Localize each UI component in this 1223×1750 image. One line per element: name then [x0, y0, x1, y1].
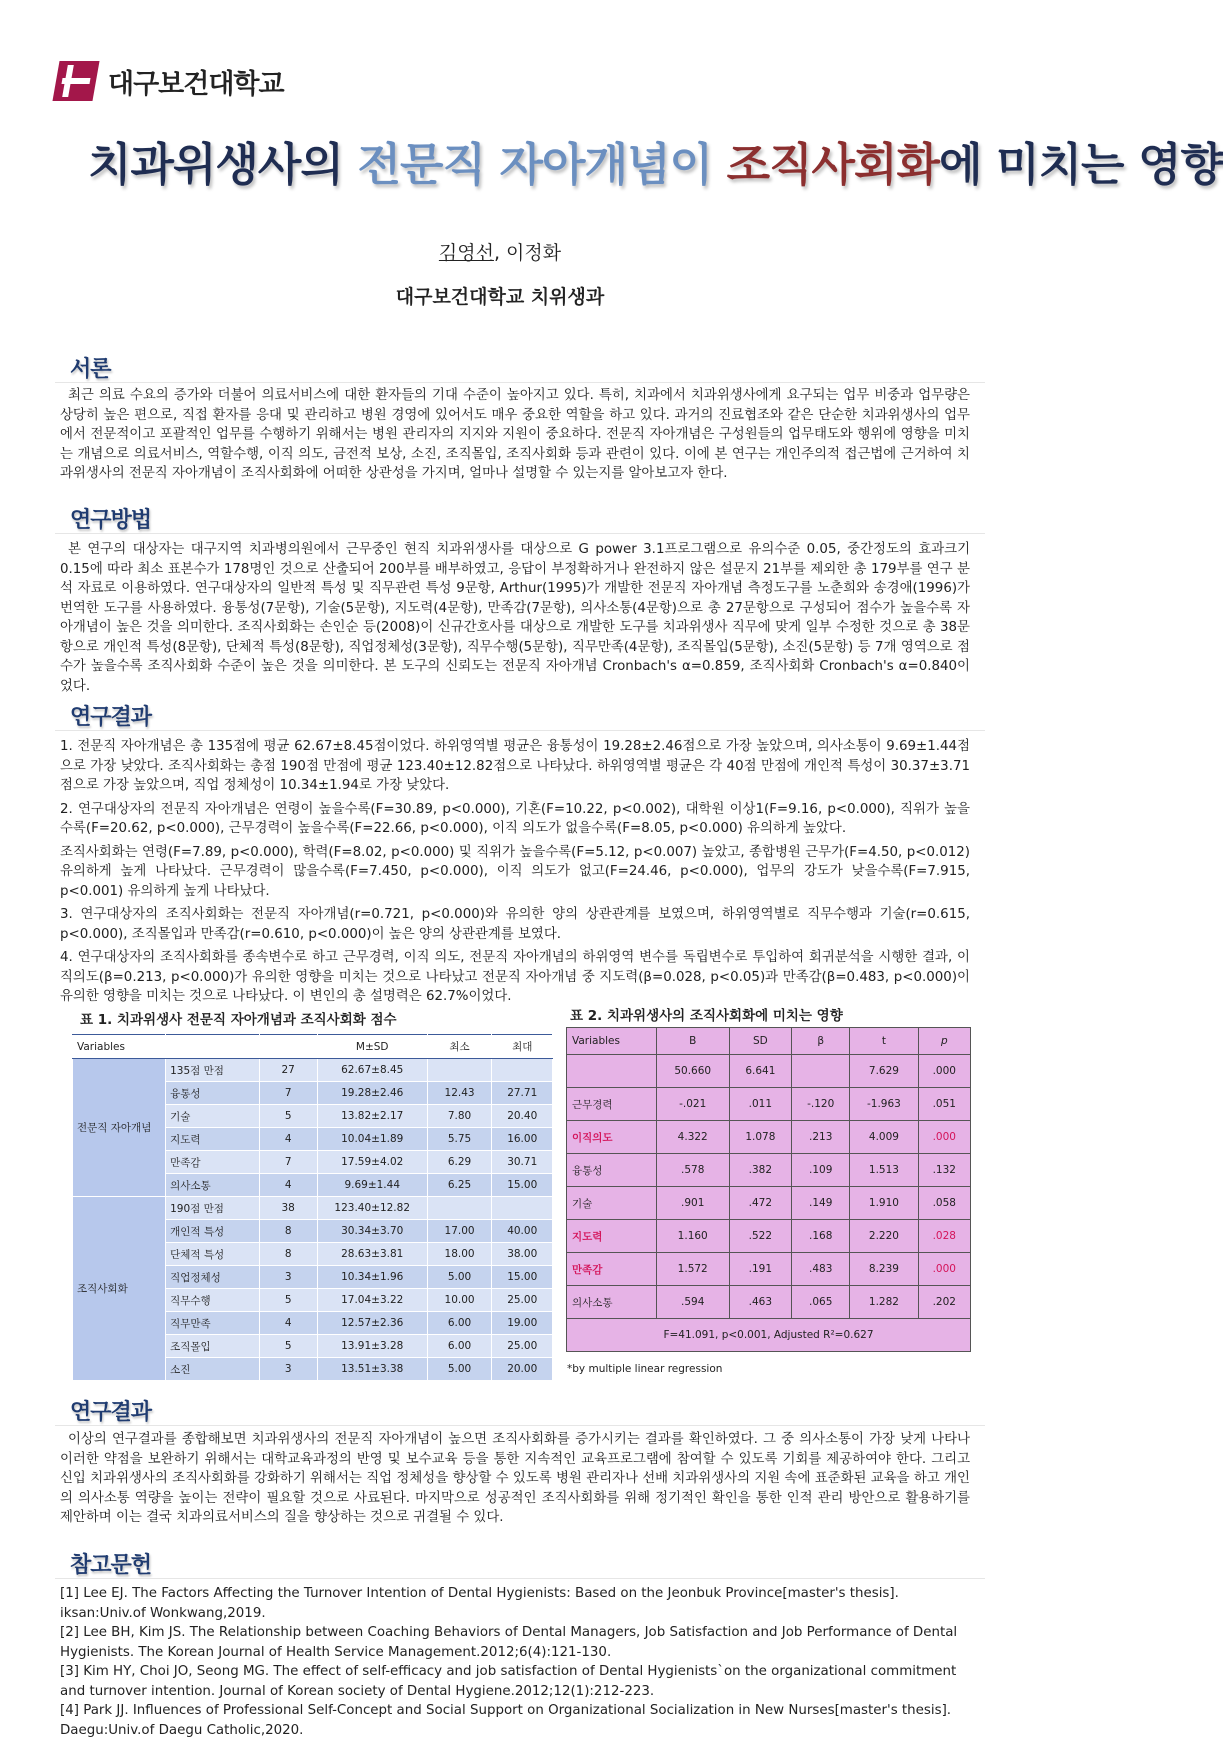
table1-cell: 10.04±1.89 — [317, 1128, 427, 1151]
table2-header-cell: β — [792, 1028, 850, 1055]
table1-cell: 40.00 — [492, 1220, 553, 1243]
table1-cell: 19.00 — [492, 1312, 553, 1335]
table1-cell: 3 — [259, 1266, 317, 1289]
table2-cell: 1.910 — [850, 1187, 918, 1220]
table1-cell: 단체적 특성 — [166, 1243, 260, 1266]
table2-row-label: 근무경력 — [567, 1088, 657, 1121]
table2-caption: 표 2. 치과위생사의 조직사회화에 미치는 영향 — [570, 1008, 843, 1024]
divider — [55, 382, 985, 383]
table2-cell: .213 — [792, 1121, 850, 1154]
table2-row — [567, 1055, 971, 1088]
table1-cell: 직무수행 — [166, 1289, 260, 1312]
table1-cell: 3 — [259, 1358, 317, 1381]
table1-cell: 6.25 — [427, 1174, 492, 1197]
table1-cell — [492, 1197, 553, 1220]
table2-row-label: 융통성 — [567, 1154, 657, 1187]
references-list — [60, 1584, 970, 1740]
table1-group-label: 조직사회화 — [73, 1197, 166, 1381]
table2-cell: 4.009 — [850, 1121, 918, 1154]
results-paragraph: 4. 연구대상자의 조직사회화를 종속변수로 하고 근무경력, 이직 의도, 전문직 자아개념의 하위영역 변수를 독립변수로 투입하여 회귀분석을 시행한 결과, 이직의도(β=0.213, p<0.000)가 유의한 영향을 미치는 것으로 나타났고 전문직 자아개념 중 지도력(β=0.028, p<0.05)과 만족감(β=0.483, p<0.000)이 유의한 영향을 미치는 것으로 나타났다. 이 변인의 총 설명력은 62.7%이었다. — [60, 950, 970, 1004]
table1-cell: 38 — [259, 1197, 317, 1220]
reference-item: [2] Lee BH, Kim JS. The Relationship between Coaching Behaviors of Dental Managers, Job Satisfaction and Job Performance of Dental Hygienists. The Korean Journal of Health Service Management.2012;6(4):121-130. — [60, 1625, 958, 1660]
intro-heading: 서론 — [70, 357, 111, 382]
table1-cell: 6.29 — [427, 1151, 492, 1174]
first-author: 김영선 — [438, 242, 494, 264]
table2-cell: .149 — [792, 1187, 850, 1220]
table2-row-label — [567, 1055, 657, 1088]
table2-cell: .578 — [656, 1154, 729, 1187]
methods-heading: 연구방법 — [70, 508, 152, 533]
table2-row-label: 기술 — [567, 1187, 657, 1220]
table1-cell: 직무만족 — [166, 1312, 260, 1335]
table1-header-cell: Variables — [73, 1035, 166, 1059]
table1-header-cell: M±SD — [317, 1035, 427, 1059]
table1-cell: 5.00 — [427, 1266, 492, 1289]
table1-cell: 13.91±3.28 — [317, 1335, 427, 1358]
table1-cell: 10.34±1.96 — [317, 1266, 427, 1289]
table1-cell — [427, 1197, 492, 1220]
table1-cell: 개인적 특성 — [166, 1220, 260, 1243]
table2-cell: .028 — [918, 1220, 970, 1253]
results-paragraph: 조직사회화는 연령(F=7.89, p<0.000), 학력(F=8.02, p<0.000) 및 직위가 높을수록(F=5.12, p<0.007) 높았고, 종합병원 근무가(F=4.50, p<0.012) 유의하게 높게 나타났다. 근무경력이 많을수록(F=7.450, p<0.000), 이직 의도가 없고(F=24.46, p<0.000), 업무의 강도가 낮을수록(F=7.915, p<0.001) 유의하게 높게 나타났다. — [60, 844, 970, 899]
divider — [55, 1578, 985, 1579]
conclusion-text: 이상의 연구결과를 종합해보면 치과위생사의 전문직 자아개념이 높으면 조직사회화를 증가시키는 결과를 확인하였다. 그 중 의사소통이 가장 낮게 나타나 이러한 약점을 보완하기 위해서는 대학교육과정의 반영 및 보수교육 등을 통한 지속적인 교육프로그램에 참여할 수 있도록 기회를 제공하여야 한다. 그리고 신입 치과위생사의 조직사회화를 강화하기 위해서는 직업 정체성을 향상할 수 있도록 병원 관리자나 선배 치과위생사의 지원 속에 표준화된 교육을 하고 개인의 의사소통 역량을 높이는 전략이 필요할 것으로 사료된다. 마지막으로 성공적인 조직사회화를 위해 정기적인 확인을 통한 인적 관리 방안으로 활용하기를 제안하며 이는 결국 치과의료서비스의 질을 향상하는 것으로 귀결될 수 있다. — [60, 1432, 970, 1525]
table2-header-cell: t — [850, 1028, 918, 1055]
table2-row — [567, 1220, 971, 1253]
table1-cell: 융통성 — [166, 1082, 260, 1105]
table1-cell: 27.71 — [492, 1082, 553, 1105]
table1-cell: 지도력 — [166, 1128, 260, 1151]
table2-cell: .202 — [918, 1286, 970, 1319]
results-paragraph: 3. 연구대상자의 조직사회화는 전문직 자아개념(r=0.721, p<0.000)와 유의한 양의 상관관계를 보였으며, 하위영역별로 직무수행과 기술(r=0.615, p<0.000), 조직몰입과 만족감(r=0.610, p<0.000)이 높은 양의 상관관계를 보였다. — [60, 907, 970, 942]
table1-header-row — [73, 1035, 553, 1059]
table2-cell: 1.572 — [656, 1253, 729, 1286]
table1-cell: 7 — [259, 1151, 317, 1174]
table2-cell: 7.629 — [850, 1055, 918, 1088]
affiliation: 대구보건대학교 치위생과 — [395, 286, 605, 308]
table1-cell: 19.28±2.46 — [317, 1082, 427, 1105]
table1-cell: 25.00 — [492, 1289, 553, 1312]
references-heading: 참고문헌 — [70, 1553, 152, 1578]
table1-cell: 15.00 — [492, 1174, 553, 1197]
table2-cell: .000 — [918, 1121, 970, 1154]
table1-cell: 소진 — [166, 1358, 260, 1381]
logo-text: 대구보건대학교 — [108, 68, 284, 100]
table1-caption: 표 1. 치과위생사 전문직 자아개념과 조직사회화 점수 — [80, 1012, 397, 1028]
table1-cell: 직업정체성 — [166, 1266, 260, 1289]
table2-cell: 1.282 — [850, 1286, 918, 1319]
table2-row-label: 만족감 — [567, 1253, 657, 1286]
results-text — [60, 737, 970, 1011]
table2-cell: .132 — [918, 1154, 970, 1187]
table2-cell: .000 — [918, 1253, 970, 1286]
authors: 김영선, 이정화 — [438, 242, 562, 264]
methods-text: 본 연구의 대상자는 대구지역 치과병의원에서 근무중인 현직 치과위생사를 대상으로 G power 3.1프로그램으로 유의수준 0.05, 중간정도의 효과크기 0.15에 따라 최소 표본수가 178명인 것으로 산출되어 200부를 배부하였고, 응답이 부정확하거나 완전하지 않은 설문지 21부를 제외한 총 179부를 연구 분석 자료로 이용하였다. 연구대상자의 일반적 특성 및 직무관련 특성 9문항, Arthur(1995)가 개발한 전문직 자아개념 측정도구를 노춘희와 송경애(1996)가 번역한 도구를 사용하였다. 융통성(7문항), 기술(5문항), 지도력(4문항), 만족감(7문항), 의사소통(4문항)으로 총 27문항으로 구성되어 점수가 높을수록 자아개념이 높은 것을 의미한다. 조직사회화는 손인순 등(2008)이 신규간호사를 대상으로 개발한 도구를 치과위생사 직무에 맞게 일부 수정한 것으로 총 38문항으로 개인적 특성(8문항), 단체적 특성(8문항), 직업정체성(3문항), 직무수행(5문항), 직무만족(4문항), 조직몰입(5문항), 소진(5문항) 등 7개 영역으로 점수가 높을수록 조직사회화 수준이 높은 것을 의미한다. 본 도구의 신뢰도는 전문직 자아개념 Cronbach's α=0.859, 조직사회화 Cronbach's α=0.840이었다. — [60, 542, 970, 694]
reference-item: [1] Lee EJ. The Factors Affecting the Turnover Intention of Dental Hygienists: Based on the Jeonbuk Province[master's thesis]. iksan:Univ.of Wonkwang,2019. — [60, 1586, 899, 1621]
table1-cell: 5 — [259, 1105, 317, 1128]
table2-row-label: 지도력 — [567, 1220, 657, 1253]
table2-cell: 1.513 — [850, 1154, 918, 1187]
table1-cell: 10.00 — [427, 1289, 492, 1312]
intro-text: 최근 의료 수요의 증가와 더불어 의료서비스에 대한 환자들의 기대 수준이 높아지고 있다. 특히, 치과에서 치과위생사에게 요구되는 업무 비중과 업무량은 상당히 높은 편으로, 직접 환자를 응대 및 관리하고 병원 경영에 있어서도 매우 중요한 역할을 하고 있다. 과거의 진료협조와 같은 단순한 치과위생사의 업무에서 전문적이고 포괄적인 업무를 수행하기 위해서는 병원 관리자의 지지와 지원이 중요하다. 전문직 자아개념은 구성원들의 업무태도와 행위에 영향을 미치는 개념으로 의료서비스, 역할수행, 이직 의도, 금전적 보상, 소진, 조직몰입, 조직사회화 등과 관련이 있다. 이에 본 연구는 개인주의적 접근법에 근거하여 치과위생사의 전문직 자아개념이 조직사회화에 어떠한 상관성을 가지며, 얼마나 설명할 수 있는지를 알아보고자 한다. — [60, 388, 970, 481]
divider — [55, 730, 985, 731]
table1-cell: 7.80 — [427, 1105, 492, 1128]
table2-cell: .058 — [918, 1187, 970, 1220]
table1-cell: 25.00 — [492, 1335, 553, 1358]
table1-cell: 8 — [259, 1243, 317, 1266]
table1-cell — [492, 1059, 553, 1082]
table2-cell: .594 — [656, 1286, 729, 1319]
table2-cell: -.021 — [656, 1088, 729, 1121]
results-paragraph: 2. 연구대상자의 전문직 자아개념은 연령이 높을수록(F=30.89, p<0.000), 기혼(F=10.22, p<0.002), 대학원 이상1(F=9.16, p<0.000), 직위가 높을수록(F=20.62, p<0.000), 근무경력이 높을수록(F=22.66, p<0.000), 이직 의도가 없을수록(F=8.05, p<0.000) 유의하게 높았다. — [60, 801, 970, 836]
table2-cell: 1.078 — [729, 1121, 792, 1154]
table1-cell: 5.00 — [427, 1358, 492, 1381]
table2-row — [567, 1187, 971, 1220]
table2-header-row — [567, 1028, 971, 1055]
table2-header-cell: Variables — [567, 1028, 657, 1055]
poster-title: 치과위생사의 전문직 자아개념이 조직사회화에 미치는 영향 — [88, 138, 1223, 191]
table2-footer-row — [567, 1319, 971, 1352]
table2-cell: .011 — [729, 1088, 792, 1121]
table2-cell: -1.963 — [850, 1088, 918, 1121]
table1-cell: 5 — [259, 1335, 317, 1358]
results-heading: 연구결과 — [70, 705, 152, 730]
table1-cell — [427, 1059, 492, 1082]
table2-cell: .000 — [918, 1055, 970, 1088]
table2-cell: 2.220 — [850, 1220, 918, 1253]
table1-cell: 62.67±8.45 — [317, 1059, 427, 1082]
table1-cell: 30.34±3.70 — [317, 1220, 427, 1243]
table2-cell: .522 — [729, 1220, 792, 1253]
table2-header-cell: SD — [729, 1028, 792, 1055]
table2-cell: 6.641 — [729, 1055, 792, 1088]
conclusion-heading: 연구결과 — [70, 1400, 152, 1425]
table1-cell: 135점 만점 — [166, 1059, 260, 1082]
table2-row — [567, 1253, 971, 1286]
table1-cell: 5.75 — [427, 1128, 492, 1151]
table2-cell: 8.239 — [850, 1253, 918, 1286]
table2-note: *by multiple linear regression — [567, 1363, 723, 1375]
reference-item: [3] Kim HY, Choi JO, Seong MG. The effect of self-efficacy and job satisfaction of Dental Hygienists`on the organizational commitment and turnover intention. Journal of Korean society of Dental Hygiene.2012;12(1):212-223. — [60, 1664, 957, 1699]
table1-cell: 20.40 — [492, 1105, 553, 1128]
table1 — [72, 1034, 553, 1381]
table2-cell: .168 — [792, 1220, 850, 1253]
table2-cell: .901 — [656, 1187, 729, 1220]
table2-cell: .109 — [792, 1154, 850, 1187]
table2 — [566, 1027, 971, 1352]
table1-cell: 5 — [259, 1289, 317, 1312]
table2-cell: 1.160 — [656, 1220, 729, 1253]
table1-cell: 27 — [259, 1059, 317, 1082]
table1-cell: 38.00 — [492, 1243, 553, 1266]
table2-cell: .472 — [729, 1187, 792, 1220]
results-paragraph: 1. 전문직 자아개념은 총 135점에 평균 62.67±8.45점이었다. 하위영역별 평균은 융통성이 19.28±2.46점으로 가장 높았으며, 의사소통이 9.69±1.44점으로 가장 낮았다. 조직사회화는 총점 190점 만점에 평균 123.40±12.82점으로 나타났다. 하위영역별 평균은 각 40점 만점에 개인적 특성이 30.37±3.71점으로 가장 높았으며, 직업 정체성이 10.34±1.94로 가장 낮았다. — [60, 739, 970, 793]
table2-cell: 4.322 — [656, 1121, 729, 1154]
table1-header-cell: 최소 — [427, 1035, 492, 1059]
reference-item: [4] Park JJ. Influences of Professional Self-Concept and Social Support on Organizational Socialization in New Nurses[master's thesis]. Daegu:Univ.of Daegu Catholic,2020. — [60, 1703, 952, 1738]
divider — [55, 1425, 985, 1426]
university-logo — [56, 58, 284, 104]
table2-cell: -.120 — [792, 1088, 850, 1121]
table2-row — [567, 1286, 971, 1319]
table1-group-label: 전문직 자아개념 — [73, 1059, 166, 1197]
table1-cell: 12.57±2.36 — [317, 1312, 427, 1335]
table2-row-label: 이직의도 — [567, 1121, 657, 1154]
table2-row — [567, 1154, 971, 1187]
table1-row — [73, 1059, 553, 1082]
table1-cell: 17.00 — [427, 1220, 492, 1243]
table1-cell: 의사소통 — [166, 1174, 260, 1197]
table1-cell: 6.00 — [427, 1312, 492, 1335]
table1-row — [73, 1197, 553, 1220]
table1-cell: 20.00 — [492, 1358, 553, 1381]
table1-cell: 조직몰입 — [166, 1335, 260, 1358]
table1-cell: 16.00 — [492, 1128, 553, 1151]
table2-cell — [792, 1055, 850, 1088]
table1-cell: 28.63±3.81 — [317, 1243, 427, 1266]
table1-cell: 190점 만점 — [166, 1197, 260, 1220]
table1-cell: 4 — [259, 1174, 317, 1197]
table1-cell: 8 — [259, 1220, 317, 1243]
table2-cell: .051 — [918, 1088, 970, 1121]
table2-cell: .463 — [729, 1286, 792, 1319]
table1-cell: 17.04±3.22 — [317, 1289, 427, 1312]
divider — [55, 533, 985, 534]
table2-header-cell: B — [656, 1028, 729, 1055]
table1-header-cell — [259, 1035, 317, 1059]
table1-cell: 4 — [259, 1128, 317, 1151]
table2-row — [567, 1121, 971, 1154]
table2-cell: .065 — [792, 1286, 850, 1319]
table1-cell: 9.69±1.44 — [317, 1174, 427, 1197]
table2-row-label: 의사소통 — [567, 1286, 657, 1319]
table2-cell: .191 — [729, 1253, 792, 1286]
table1-cell: 만족감 — [166, 1151, 260, 1174]
table1-cell: 17.59±4.02 — [317, 1151, 427, 1174]
table1-cell: 15.00 — [492, 1266, 553, 1289]
table1-cell: 기술 — [166, 1105, 260, 1128]
table1-header-cell — [166, 1035, 260, 1059]
table2-cell: .382 — [729, 1154, 792, 1187]
table1-cell: 123.40±12.82 — [317, 1197, 427, 1220]
table1-cell: 30.71 — [492, 1151, 553, 1174]
table1-cell: 12.43 — [427, 1082, 492, 1105]
table1-cell: 7 — [259, 1082, 317, 1105]
table2-footer: F=41.091, p<0.001, Adjusted R²=0.627 — [567, 1319, 971, 1352]
table1-cell: 4 — [259, 1312, 317, 1335]
table2-cell: 50.660 — [656, 1055, 729, 1088]
table2-header-cell: p — [918, 1028, 970, 1055]
table1-header-cell: 최대 — [492, 1035, 553, 1059]
table1-cell: 6.00 — [427, 1335, 492, 1358]
table2-row — [567, 1088, 971, 1121]
logo-mark-icon — [52, 61, 99, 101]
table1-cell: 13.82±2.17 — [317, 1105, 427, 1128]
table1-cell: 13.51±3.38 — [317, 1358, 427, 1381]
table2-cell: .483 — [792, 1253, 850, 1286]
table1-cell: 18.00 — [427, 1243, 492, 1266]
